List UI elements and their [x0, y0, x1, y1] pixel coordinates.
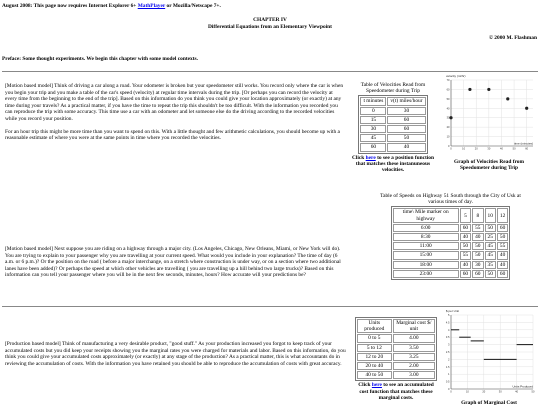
velocity-graph-block	[441, 74, 537, 171]
y-tick-label: 30	[446, 116, 450, 120]
y-tick-label: 0.5	[445, 380, 450, 384]
y-tick-label: 1	[448, 373, 450, 377]
motion-model-text	[5, 83, 345, 142]
position-function-link[interactable]: here	[365, 154, 376, 161]
cost-table-block	[355, 317, 437, 401]
chapter-title: Differential Equations from an Elementary Viewpoint	[208, 23, 332, 30]
data-point	[487, 88, 490, 91]
motion-model-para2: For an hour trip this might be more time than you want to spend on this. With a little thought and few arithmetic calculations, you should become up with a reasonable estimate of where you were at the same points in time where you recorded the velocities.	[5, 128, 340, 142]
table-row: 15 60	[360, 116, 425, 124]
copyright: © 2000 M. Flashman	[488, 35, 537, 41]
preface: Preface: Some thought experiments. We begin this chapter with some model contexts.	[2, 56, 198, 62]
x-tick-label: 50	[531, 390, 535, 394]
x-tick-label: 30	[498, 390, 502, 394]
speed-table-caption: Table of Speeds on Highway 51 South through the City of Usk at various times of day.	[380, 193, 521, 206]
table-row: 15:00 55 50 45 40	[393, 251, 509, 259]
table-row: 30 60	[360, 125, 425, 133]
x-axis-label: time (minutes)	[513, 141, 533, 146]
y-tick-label: 50	[446, 97, 450, 101]
table-row: 12 to 20 3.25	[357, 353, 435, 361]
data-point	[446, 116, 452, 120]
y-tick-label: 3.5	[445, 336, 450, 340]
y-tick-label: 10	[446, 135, 450, 139]
marginal-cost-graph-block	[441, 309, 537, 406]
y-tick-label: 3	[448, 343, 450, 347]
table-row: 60 40	[360, 143, 425, 151]
speed-table	[391, 206, 511, 280]
x-axis-label: Units Produced	[512, 384, 533, 389]
corner-header: time\ Mile marker on highway	[393, 208, 459, 222]
y-tick-label: 0	[448, 388, 450, 391]
divider	[2, 306, 538, 307]
x-tick-label: 10	[462, 147, 466, 151]
y-tick-label: 70	[446, 79, 450, 82]
table-row: 0 30	[360, 107, 425, 115]
y-tick-label: 5	[448, 314, 450, 317]
marker-header: 5	[460, 208, 471, 222]
marginal-cost-graph	[441, 309, 537, 397]
table-row: 5 to 12 3.50	[357, 344, 435, 352]
y-tick-label: 20	[446, 126, 450, 130]
velocity-table-caption: Table of Velocities Read from Speedometer during Trip	[360, 82, 426, 95]
marker-header: 12	[497, 208, 508, 222]
y-axis-label: $ per Unit	[446, 309, 460, 313]
x-tick-label: 50	[512, 147, 516, 151]
marker-header: 10	[485, 208, 496, 222]
chapter-number: CHAPTER IV	[253, 17, 287, 23]
x-tick-label: 40	[500, 147, 503, 151]
divider	[2, 71, 538, 72]
x-tick-label: 0	[450, 147, 452, 151]
marginal-cost-graph-caption: Graph of Marginal Cost	[461, 399, 517, 406]
velocity-table-block	[352, 82, 434, 173]
marginal-cost-table	[355, 317, 437, 381]
table-row: 20 to 40 2.00	[357, 362, 435, 370]
table-row: 6:00 60 55 50 60	[393, 224, 509, 232]
x-tick-label: 30	[487, 147, 491, 151]
x-tick-label: 0	[450, 390, 452, 394]
accumulated-cost-link[interactable]: here	[371, 382, 382, 389]
highway-model-text: [Motion based model] Next suppose you are riding on a highway through a major city. (Los Angeles, Chicago, New Orleans, Miami, or New York will do). You are trying to explain to your passenger why you are travelling at your current speed. What would you include in your explanation? The time of day (6 a.m. or 6 p.m.)? Or the position on the road ( before a major interchange, on a stretch where construction is under way, or on a section where two additional lanes have been added)? Or perhaps the speed at which other vehicles are travelling ( you are travelling up a hill behind two large trucks)? Based on this information can you tell your passenger where you will be in the next few seconds, minutes, hours? How accurate will your predictions be?	[5, 246, 341, 279]
marker-header: 8	[472, 208, 483, 222]
velocity-graph	[441, 74, 537, 156]
data-point	[506, 97, 509, 100]
col-header-minutes: t minutes	[360, 97, 386, 105]
accumulated-cost-note: Click here to see an accumulated cost function that matches these marginal costs.	[358, 382, 434, 401]
velocity-table	[358, 95, 427, 153]
position-function-note: Click here to see a position function that matches these instanuneous velocities.	[352, 154, 434, 174]
col-header-velocity: v(t) miles/hour	[387, 97, 425, 105]
table-row: 0 to 5 4.00	[357, 334, 435, 342]
production-model-text: [Production based model] Think of manufacturing a very desirable product, "good stuff." As your production increased you forgot to keep track of your accumulated costs but you did keep your receipts showing you the marginal rates you were charged for materials and labor. Based on this information, do you think you could give your accumulated costs approximately (or exactly) at any stage of the production? As a practical matter, this is what accountants do in reviewing the accumulation of costs. With the information you have retained you should be able to reproduce the accumulation of costs with great accuracy.	[5, 341, 346, 367]
speed-table-block	[378, 193, 523, 280]
table-row: 45 50	[360, 134, 425, 142]
chapter-header	[0, 17, 540, 30]
browser-notice: August 2008: This page now requires Internet Explorer 6+ MathPlayer or Mozilla/Netscape 7+.	[2, 3, 221, 9]
y-tick-label: 2.5	[445, 351, 450, 354]
y-tick-label: 2	[448, 358, 450, 362]
x-tick-label: 10	[465, 390, 469, 394]
mathplayer-link[interactable]: MathPlayer	[137, 3, 166, 9]
data-point	[525, 107, 528, 110]
table-row: 8:30 40 40 25 50	[393, 233, 509, 241]
table-row: 18:00 40 30 35 40	[393, 261, 509, 269]
data-point	[468, 88, 471, 91]
y-tick-label: 60	[446, 88, 450, 92]
y-tick-label: 40	[446, 107, 450, 111]
x-tick-label: 60	[525, 147, 529, 151]
velocity-graph-caption: Graph of Velocities Read from Speedometer during Trip	[454, 158, 524, 171]
table-row: 11:00 50 50 45 55	[393, 242, 509, 250]
y-axis-label: velocity (mi/hr)	[446, 74, 466, 78]
x-tick-label: 20	[474, 147, 478, 151]
col-header-marginal-cost: Marginal cost $/ unit	[393, 319, 435, 333]
y-tick-label: 4	[448, 328, 450, 332]
y-tick-label: 0	[448, 145, 450, 148]
x-tick-label: 20	[482, 390, 486, 394]
motion-model-para1: [Motion based model] Think of driving a car along a road. Your odometer is broken but your speedometer still works. You record only where the car is when you begin your trip and you make a table of the car's speed (velocity) at regular time intervals during the trip. [Or perhaps you can record the velocity at every time from the beginning to the end of the trip]. Based on this information do you think you could give your location approximately (or exactly) at any time during your travels? As a practical matter, if you have the time to repeat the trip this shouldn't be too difficult. With the information you recorded you can reproduce the trip with some accuracy. This time use a car with an odometer and let someone else do the driving according to the recorded velocities while you record your position.	[5, 83, 344, 122]
x-tick-label: 40	[515, 390, 519, 394]
y-tick-label: 1.5	[445, 365, 450, 369]
table-row: 23:00 60 60 50 60	[393, 270, 509, 278]
col-header-units: Units produced	[357, 319, 392, 333]
table-row: 40 to 50 3.00	[357, 371, 435, 379]
y-tick-label: 4.5	[445, 321, 450, 325]
